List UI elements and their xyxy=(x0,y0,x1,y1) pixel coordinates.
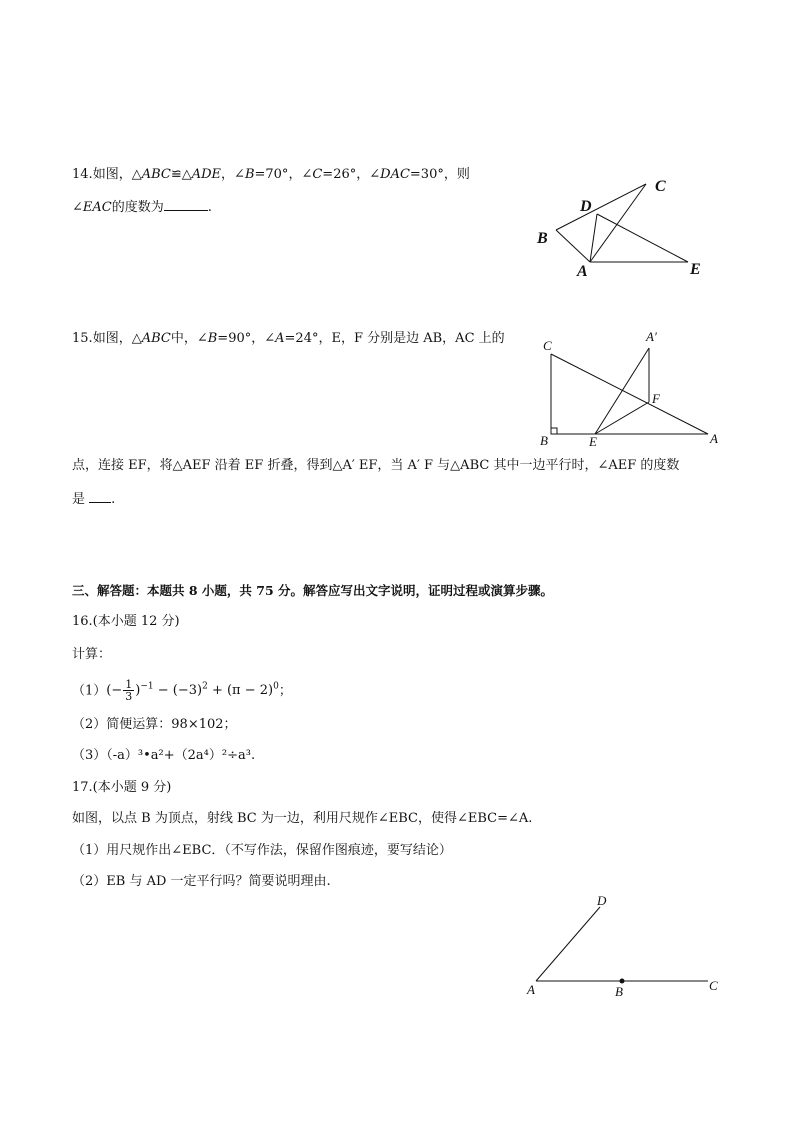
q14-abc: ABC xyxy=(141,167,171,182)
q14-b: B xyxy=(244,167,255,182)
q16-fraction: $\frac{1}{3}$ xyxy=(125,678,133,704)
q15-b-val: =90° xyxy=(217,331,252,346)
q14-sep3: ，∠ xyxy=(356,167,381,182)
q15-line3-end: . xyxy=(111,492,116,507)
q17-label-b: B xyxy=(615,984,623,999)
q16-item1-tail: ； xyxy=(278,683,292,699)
q15-label-b: B xyxy=(540,433,548,448)
q16-header: 16.(本小题 12 分) xyxy=(72,614,180,629)
q14-dac: DAC xyxy=(380,167,410,182)
q14-line2-b: 的度数为 xyxy=(111,200,164,215)
q17-item1: （1）用尺规作出∠EBC．（不写作法，保留作图痕迹，要写结论） xyxy=(72,843,452,858)
q14-text-a: 如图，△ xyxy=(92,167,142,182)
q15-line3-a: 是 xyxy=(72,492,86,507)
q17-label-d: D xyxy=(597,893,607,908)
q14-c-val: =26° xyxy=(322,167,357,182)
q15-label-c: C xyxy=(543,338,552,353)
q16-item3-text: （-a）³•a²+（2a⁴）²÷a³. xyxy=(106,748,256,763)
q15-text-a: 如图，△ xyxy=(92,331,142,346)
q16-item2: （2）简便运算：98×102； xyxy=(72,717,237,732)
q15-label-f: F xyxy=(652,391,660,406)
section3-heading: 三、解答题：本题共 8 小题，共 75 分。解答应写出文字说明，证明过程或演算步骤。 xyxy=(72,583,554,598)
q15-label-aprime: A′ xyxy=(646,329,657,344)
q14-sep2: ，∠ xyxy=(288,167,313,182)
q14-c: C xyxy=(312,167,323,182)
q14-label-b: B xyxy=(537,230,548,247)
q15-abc: ABC xyxy=(141,331,171,346)
q16-intro: 计算： xyxy=(72,647,112,662)
q14-label-d: D xyxy=(580,198,592,215)
q14-sep1: ，∠ xyxy=(221,167,245,182)
q17-item2: （2）EB 与 AD 一定平行吗？简要说明理由. xyxy=(72,874,331,889)
q15-line2: 点，连接 EF，将△AEF 沿着 EF 折叠，得到△A′ EF，当 A′ F 与△ABC 其中一边平行时，∠AEF 的度数 xyxy=(72,458,680,473)
q14-eac: EAC xyxy=(82,200,112,215)
q16-item3-label: （3） xyxy=(72,748,107,763)
q17-header: 17.(本小题 9 分) xyxy=(72,780,172,795)
q15-mid: 中，∠ xyxy=(170,331,208,346)
q17-label-c: C xyxy=(709,978,718,993)
q17-point-b xyxy=(620,979,625,984)
q15-number: 15. xyxy=(72,331,93,346)
q16-item1-label: （1） xyxy=(72,683,107,699)
q14-label-e: E xyxy=(690,261,701,278)
q14-b-val: =70° xyxy=(254,167,289,182)
q14-label-a: A xyxy=(577,263,588,280)
q14-cong: ≌△ xyxy=(170,167,192,182)
q14-number: 14. xyxy=(72,167,93,182)
q14-dac-val: =30° xyxy=(409,167,444,182)
q14-ade: ADE xyxy=(191,167,222,182)
q15-tail: ，E，F 分别是边 AB，AC 上的 xyxy=(318,331,505,346)
q14-label-c: C xyxy=(655,178,666,195)
q15-label-e: E xyxy=(589,434,597,449)
q14-line2-end: . xyxy=(207,200,212,215)
q17-text: 如图，以点 B 为顶点，射线 BC 为一边，利用尺规作∠EBC，使得∠EBC=∠A. xyxy=(72,811,533,826)
q14-tail: ，则 xyxy=(443,167,470,182)
q15-label-a: A xyxy=(710,431,718,446)
q16-item1-expr: (− $\frac{1}{3}$ )$^{-1} - (-3)^2 + (\pi - 2)^0$ xyxy=(106,678,279,704)
q15-a: A xyxy=(275,331,285,346)
q14-line2-a: ∠ xyxy=(72,200,83,215)
q17-label-a: A xyxy=(527,982,535,997)
q15-b: B xyxy=(207,331,218,346)
q15-sep: ，∠ xyxy=(251,331,276,346)
q15-a-val: =24° xyxy=(284,331,319,346)
